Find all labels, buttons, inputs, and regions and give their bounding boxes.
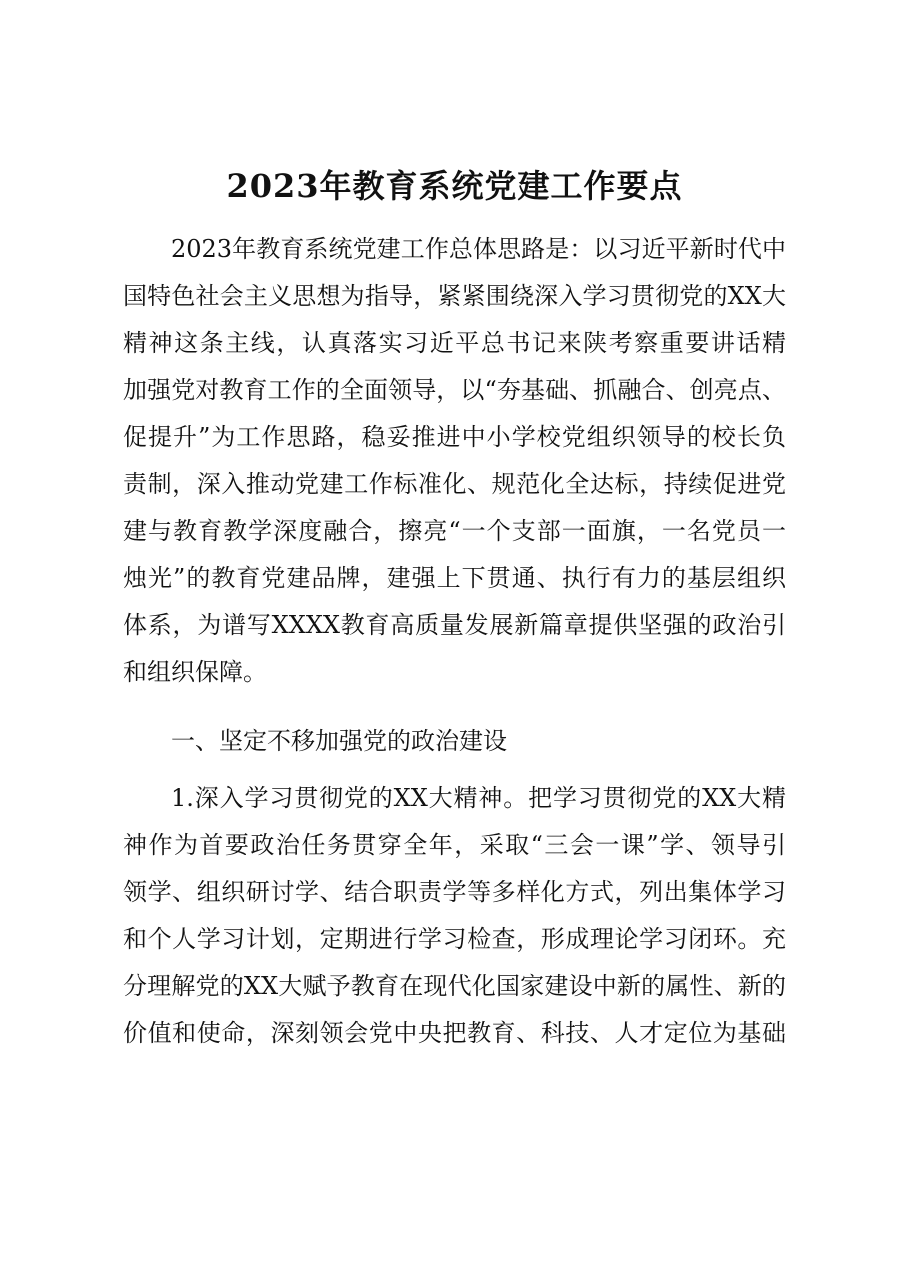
- paragraph-text: 和组织保障。: [123, 658, 267, 686]
- paragraph-line: [0, 775, 909, 821]
- document-title: 2023年教育系统党建工作要点: [226, 167, 683, 205]
- paragraph-text: 体系，为谱写XXXX教育高质量发展新篇章提供坚强的政治引: [123, 611, 786, 639]
- paragraph-text: 加强党对教育工作的全面领导，以“夯基础、抓融合、创亮点、: [123, 376, 786, 404]
- paragraph-line: [0, 869, 909, 915]
- paragraph-line: [0, 367, 909, 413]
- paragraph-line: [0, 916, 909, 962]
- paragraph-line: [0, 963, 909, 1009]
- paragraph-line: [0, 226, 909, 272]
- paragraph-line: [0, 414, 909, 460]
- section-heading-text: 一、坚定不移加强党的政治建设: [171, 727, 507, 755]
- paragraph-text: 和个人学习计划，定期进行学习检查，形成理论学习闭环。充: [123, 925, 786, 953]
- paragraph-line: [0, 649, 909, 695]
- section-heading: [0, 718, 909, 764]
- paragraph-text: 领学、组织研讨学、结合职责学等多样化方式，列出集体学习: [123, 878, 786, 906]
- paragraph-text: 2023年教育系统党建工作总体思路是：以习近平新时代中: [171, 235, 786, 263]
- paragraph-text: 国特色社会主义思想为指导，紧紧围绕深入学习贯彻党的XX大: [123, 282, 786, 310]
- paragraph-line: [0, 1010, 909, 1056]
- paragraph-text: 促提升”为工作思路，稳妥推进中小学校党组织领导的校长负: [123, 423, 786, 451]
- paragraph-text: 建与教育教学深度融合，擦亮“一个支部一面旗，一名党员一: [123, 517, 786, 545]
- paragraph-line: [0, 822, 909, 868]
- paragraph-line: [0, 555, 909, 601]
- paragraph-text: 分理解党的XX大赋予教育在现代化国家建设中新的属性、新的: [123, 972, 786, 1000]
- paragraph-line: [0, 461, 909, 507]
- paragraph-line: [0, 602, 909, 648]
- paragraph-text: 神作为首要政治任务贯穿全年，采取“三会一课”学、领导引: [123, 831, 786, 859]
- paragraph-text: 精神这条主线，认真落实习近平总书记来陕考察重要讲话精: [123, 329, 786, 357]
- paragraph-line: [0, 273, 909, 319]
- paragraph-text: 责制，深入推动党建工作标准化、规范化全达标，持续促进党: [123, 470, 786, 498]
- paragraph-text: 1.深入学习贯彻党的XX大精神。把学习贯彻党的XX大精: [171, 784, 786, 812]
- paragraph-line: [0, 320, 909, 366]
- paragraph-text: 价值和使命，深刻领会党中央把教育、科技、人才定位为基础: [123, 1019, 786, 1047]
- paragraph-line: [0, 508, 909, 554]
- paragraph-text: 烛光”的教育党建品牌，建强上下贯通、执行有力的基层组织: [123, 564, 786, 592]
